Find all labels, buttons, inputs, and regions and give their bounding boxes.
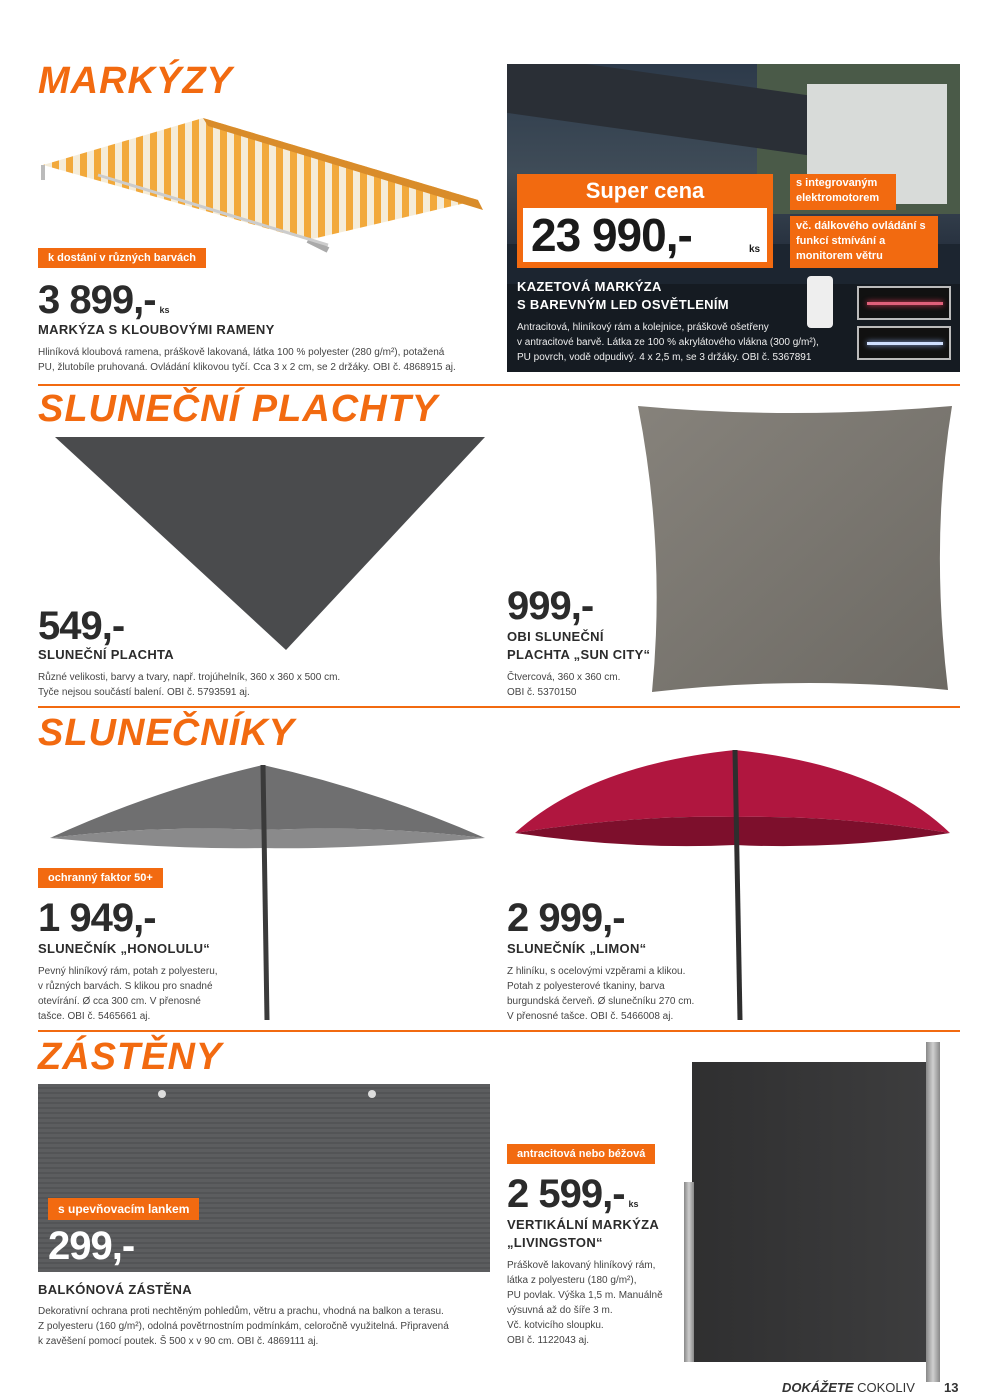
sail2-name: OBI SLUNEČNÍ PLACHTA „SUN CITY“ [507, 629, 651, 662]
led-inset-white [857, 326, 951, 360]
screen2-description: Práškově lakovaný hliníkový rám, látka z polyesteru (180 g/m²), PU povlak. Výška 1,5 m. Manuálně výsuvná až do šíře 3 m. Vč. kotvicího sloupku. OBI č. 1122043 aj. [507, 1260, 663, 1346]
led-inset-red [857, 286, 951, 320]
square-sail-image [630, 400, 960, 698]
awning2-description: Antracitová, hliníkový rám a kolejnice, práškově ošetřeny v antracitové barvě. Látka ze 100 % akrylátového vlákna (300 g/m²), PU povrch, vodě odpudivý. 4 x 2,5 m, se 3 držáky. OBI č. 5367891 [517, 322, 819, 363]
screen1-name: BALKÓNOVÁ ZÁSTĚNA [38, 1282, 192, 1297]
umbrella1-description: Pevný hliníkový rám, potah z polyesteru, v různých barvách. S klikou pro snadné otevírání. Ø cca 300 cm. V přenosné tašce. OBI č. 5465661 aj. [38, 966, 218, 1022]
awning2-name: KAZETOVÁ MARKÝZA S BAREVNÝM LED OSVĚTLENÍM [517, 279, 729, 312]
section-heading-zasteny: ZÁSTĚNY [38, 1036, 223, 1078]
screen1-price: 299,- [48, 1224, 135, 1268]
sail1-price: 549,- [38, 604, 125, 648]
sail1-name: SLUNEČNÍ PLACHTA [38, 647, 174, 662]
section-divider [38, 706, 960, 708]
awning1-tag: k dostání v různých barvách [38, 248, 206, 268]
section-divider [38, 384, 960, 386]
screen1-tag: s upevňovacím lankem [48, 1198, 199, 1220]
umbrella2-description: Z hliníku, s ocelovými vzpěrami a klikou. Potah z polyesterové tkaniny, barva burgundská červeň. Ø slunečníku 270 cm. V přenosné tašce. OBI č. 5466008 aj. [507, 966, 695, 1022]
sail1-description: Různé velikosti, barvy a tvary, např. trojúhelník, 360 x 360 x 500 cm. Tyče nejsou součástí balení. OBI č. 5793591 aj. [38, 672, 341, 698]
awning-image [38, 110, 498, 260]
section-heading-plachty: SLUNEČNÍ PLACHTY [38, 388, 439, 430]
footer-slogan: DOKÁŽETE COKOLIV [782, 1380, 915, 1395]
screen1-description: Dekorativní ochrana proti nechtěným pohledům, větru a prachu, vhodná na balkon a terasu. Z polyesteru (160 g/m²), odolná povětrnostním podmínkám, celoročně využitelná. Připravená k zavěšení pomocí poutek. Š 500 x v 90 cm. OBI č. 4869111 aj. [38, 1306, 449, 1347]
vertical-awning-image [682, 1062, 942, 1362]
section-heading-slunecniky: SLUNEČNÍKY [38, 712, 296, 754]
unit-label: ks [628, 1199, 639, 1209]
feature-motor-badge: s integrovaným elektromotorem [790, 174, 896, 210]
page-number: 13 [944, 1380, 959, 1395]
super-price-label: Super cena [585, 178, 705, 203]
awning1-name: MARKÝZA S KLOUBOVÝMI RAMENY [38, 322, 275, 337]
screen2-tag: antracitová nebo béžová [507, 1144, 655, 1164]
sail2-description: Čtvercová, 360 x 360 cm. OBI č. 5370150 [507, 672, 621, 698]
sail2-price: 999,- [507, 584, 594, 628]
awning1-description: Hliníková kloubová ramena, práškově lakovaná, látka 100 % polyester (280 g/m²), potažená PU, žlutobíle pruhovaná. Ovládání klikovou tyčí. Cca 3 x 2 cm, se 2 držáky. OBI č. 4868915 aj. [38, 347, 456, 373]
section-heading-markyzy: MARKÝZY [38, 60, 233, 102]
screen2-name: VERTIKÁLNÍ MARKÝZA „LIVINGSTON“ [507, 1217, 660, 1250]
umbrella2-name: SLUNEČNÍK „LIMON“ [507, 941, 647, 956]
section-divider [38, 1030, 960, 1032]
awning1-price: 3 899,- ks [38, 278, 170, 322]
unit-label: ks [159, 305, 170, 315]
super-price-value: 23 990,- ks [523, 208, 767, 262]
umbrella2-price: 2 999,- [507, 896, 625, 940]
umbrella1-price: 1 949,- [38, 896, 156, 940]
screen2-price: 2 599,- ks [507, 1172, 639, 1216]
feature-remote-badge: vč. dálkového ovládání s funkcí stmívání a monitorem větru [790, 216, 938, 268]
umbrella1-name: SLUNEČNÍK „HONOLULU“ [38, 941, 211, 956]
umbrella1-tag: ochranný faktor 50+ [38, 868, 163, 888]
super-price-box [517, 174, 773, 268]
